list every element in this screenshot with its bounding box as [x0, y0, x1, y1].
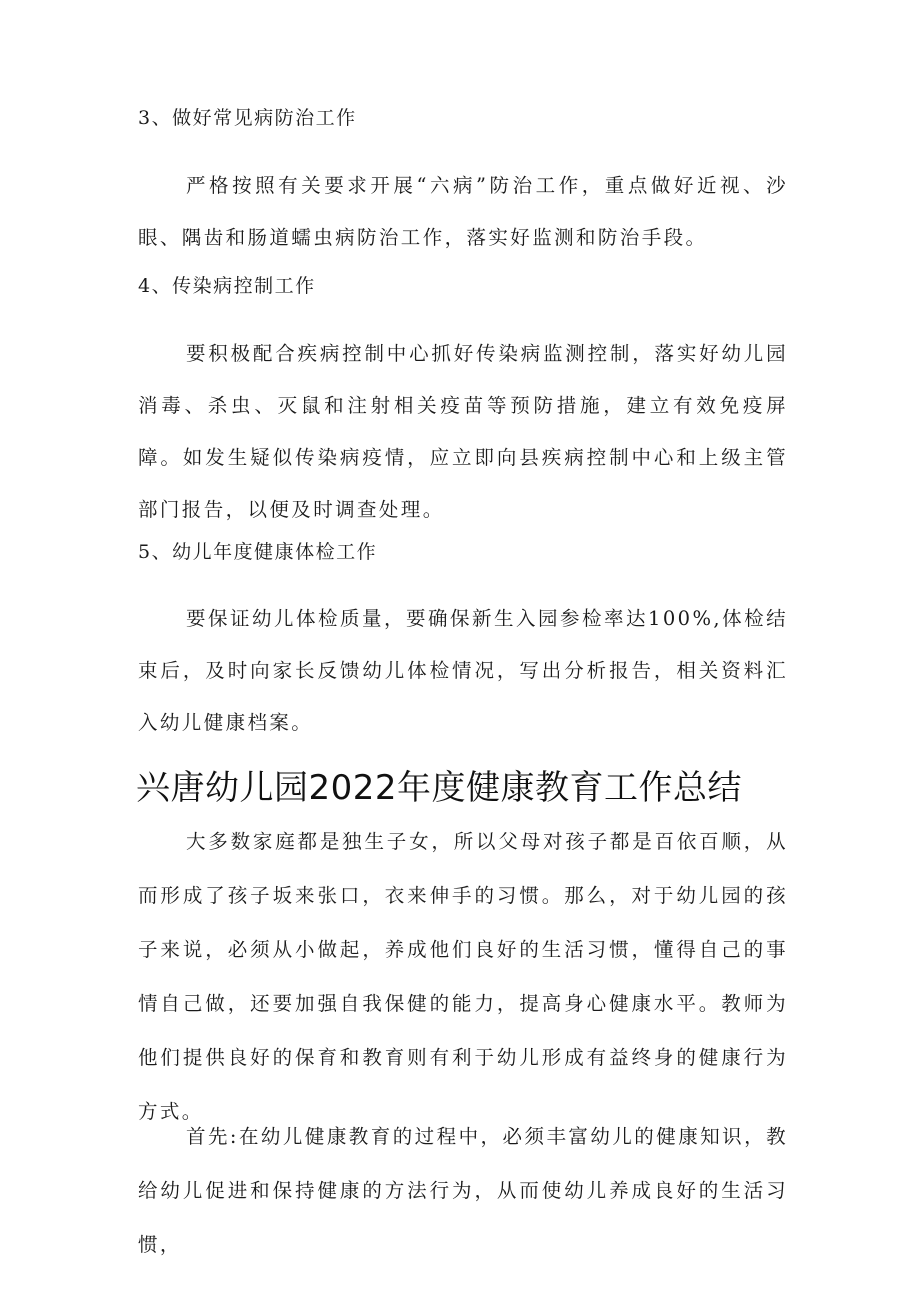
section-paragraph-5: 要保证幼儿体检质量，要确保新生入园参检率达100%,体检结束后，及时向家长反馈幼儿体检情况，写出分析报告，相关资料汇入幼儿健康档案。 [138, 607, 788, 734]
body-paragraph-intro: 大多数家庭都是独生子女，所以父母对孩子都是百依百顺，从而形成了孩子坂来张口，衣来伸手的习惯。那么，对于幼儿园的孩子来说，必须从小做起，养成他们良好的生活习惯，懂得自己的事情自己做，还要加强自我保健的能力，提高身心健康水平。教师为他们提供良好的保育和教育则有利于幼儿形成有益终身的健康行为方式。 [138, 830, 788, 1123]
section-paragraph-3: 严格按照有关要求开展“六病”防治工作，重点做好近视、沙眼、隅齿和肠道蠕虫病防治工作，落实好监测和防治手段。 [138, 174, 788, 249]
document-title: 兴唐幼儿园2022年度健康教育工作总结 [136, 768, 743, 808]
section-heading-3: 3、做好常见病防治工作 [138, 107, 357, 129]
section-paragraph-4: 要积极配合疾病控制中心抓好传染病监测控制，落实好幼儿园消毒、杀虫、灭鼠和注射相关疫苗等预防措施，建立有效免疫屏障。如发生疑似传染病疫情，应立即向县疾病控制中心和上级主管部门报告，以便及时调查处理。 [138, 342, 788, 521]
section-heading-4: 4、传染病控制工作 [138, 275, 316, 297]
section-heading-5: 5、幼儿年度健康体检工作 [138, 541, 378, 563]
body-paragraph-first: 首先:在幼儿健康教育的过程中，必须丰富幼儿的健康知识，教给幼儿促进和保持健康的方法行为，从而使幼儿养成良好的生活习惯， [138, 1125, 788, 1256]
